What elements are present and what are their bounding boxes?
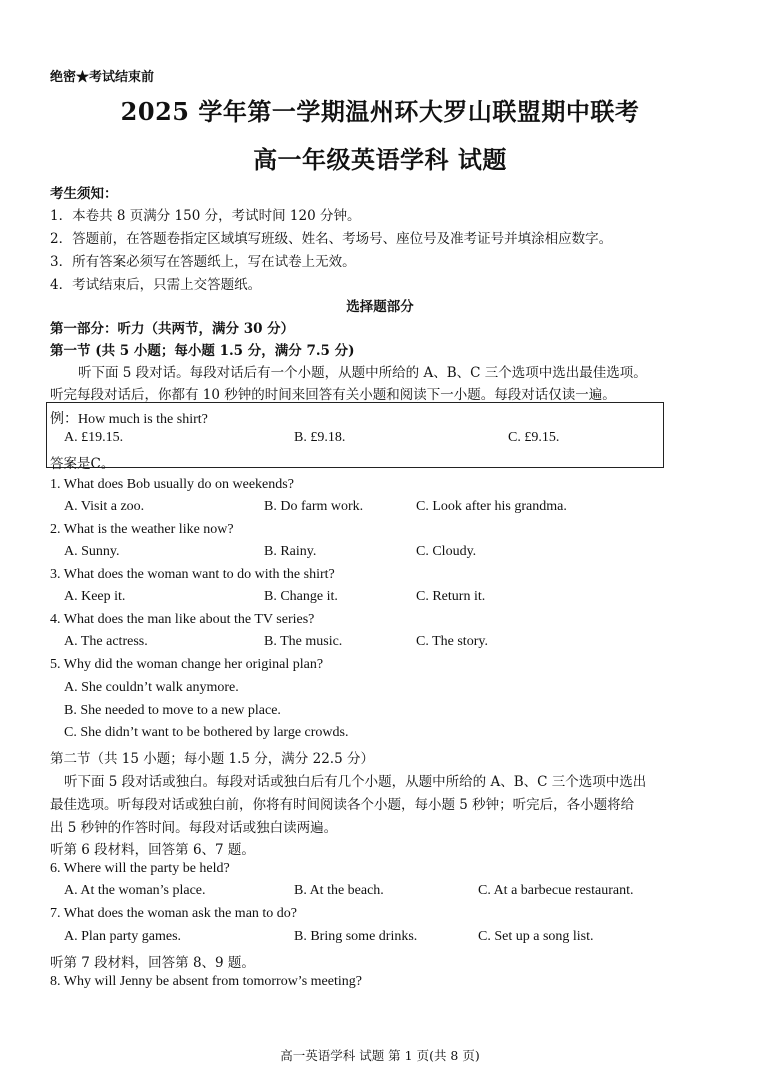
- question-option: C. Look after his grandma.: [416, 499, 567, 514]
- question-stem: 1. What does Bob usually do on weekends?: [50, 477, 294, 492]
- question-option: C. She didn’t want to be bothered by large crowds.: [64, 725, 349, 740]
- question-option: B. The music.: [264, 634, 343, 649]
- section2-instruction: 最佳选项。听每段对话或独白前，你将有时间阅读各个小题，每小题 5 秒钟；听完后，各小题将给: [50, 797, 635, 813]
- part1-title: 第一部分：听力（共两节，满分 30 分）: [50, 321, 295, 337]
- question-option: B. Bring some drinks.: [294, 929, 418, 944]
- notice-item: 3．所有答案必须写在答题纸上，写在试卷上无效。: [50, 254, 356, 270]
- question-option: B. At the beach.: [294, 883, 384, 898]
- question-option: A. Keep it.: [64, 589, 126, 604]
- material-note: 听第 6 段材料，回答第 6、7 题。: [50, 842, 255, 858]
- question-option: B. Do farm work.: [264, 499, 364, 514]
- question-option: B. Rainy.: [264, 544, 317, 559]
- question-stem: 3. What does the woman want to do with the shirt?: [50, 567, 335, 582]
- exam-subtitle: 高一年级英语学科 试题: [253, 145, 507, 174]
- example-option: B. £9.18.: [294, 430, 346, 445]
- notice-item: 1．本卷共 8 页满分 150 分，考试时间 120 分钟。: [50, 208, 361, 224]
- example-question: 例：How much is the shirt?: [50, 412, 208, 427]
- material-note: 听第 7 段材料，回答第 8、9 题。: [50, 955, 255, 971]
- question-option: C. At a barbecue restaurant.: [478, 883, 634, 898]
- page-footer: 高一英语学科 试题 第 1 页(共 8 页): [280, 1048, 480, 1063]
- example-option: C. £9.15.: [508, 430, 560, 445]
- section2-instruction: 听下面 5 段对话或独白。每段对话或独白后有几个小题，从题中所给的 A、B、C 三个选项中选出: [64, 774, 647, 790]
- question-option: A. Plan party games.: [64, 929, 182, 944]
- question-option: C. Cloudy.: [416, 544, 477, 559]
- notice-item: 4．考试结束后，只需上交答题纸。: [50, 277, 262, 293]
- question-option: C. Set up a song list.: [478, 929, 594, 944]
- section1-instruction: 听完每段对话后，你都有 10 秒钟的时间来回答有关小题和阅读下一小题。每段对话仅读一遍。: [50, 387, 616, 403]
- question-stem: 7. What does the woman ask the man to do?: [50, 906, 298, 921]
- question-option: C. Return it.: [416, 589, 486, 604]
- question-stem: 4. What does the man like about the TV series?: [50, 612, 315, 627]
- section-title: 选择题部分: [346, 299, 414, 315]
- question-stem: 5. Why did the woman change her original plan?: [50, 657, 324, 672]
- question-option: B. Change it.: [264, 589, 338, 604]
- confidential-mark: 绝密★考试结束前: [50, 70, 155, 85]
- question-option: A. Visit a zoo.: [64, 499, 145, 514]
- question-option: A. Sunny.: [64, 544, 120, 559]
- section2-instruction: 出 5 秒钟的作答时间。每段对话或独白读两遍。: [50, 820, 338, 836]
- question-stem: 8. Why will Jenny be absent from tomorrow’s meeting?: [50, 974, 362, 989]
- section1-instruction: 听下面 5 段对话。每段对话后有一个小题，从题中所给的 A、B、C 三个选项中选出最佳选项。: [78, 365, 647, 381]
- section1-title: 第一节 (共 5 小题；每小题 1.5 分，满分 7.5 分): [50, 343, 355, 359]
- notice-heading: 考生须知：: [50, 186, 118, 202]
- question-stem: 6. Where will the party be held?: [50, 861, 230, 876]
- question-option: C. The story.: [416, 634, 488, 649]
- section2-title: 第二节（共 15 小题；每小题 1.5 分，满分 22.5 分）: [50, 751, 374, 767]
- question-option: A. The actress.: [64, 634, 148, 649]
- question-option: A. At the woman’s place.: [64, 883, 206, 898]
- question-option: B. She needed to move to a new place.: [64, 703, 281, 718]
- question-option: A. She couldn’t walk anymore.: [64, 680, 239, 695]
- question-stem: 2. What is the weather like now?: [50, 522, 234, 537]
- example-option: A. £19.15.: [64, 430, 124, 445]
- exam-title: 2025 学年第一学期温州环大罗山联盟期中联考: [120, 97, 640, 126]
- example-answer: 答案是C。: [50, 456, 115, 472]
- notice-item: 2．答题前，在答题卷指定区域填写班级、姓名、考场号、座位号及准考证号并填涂相应数字。: [50, 231, 613, 247]
